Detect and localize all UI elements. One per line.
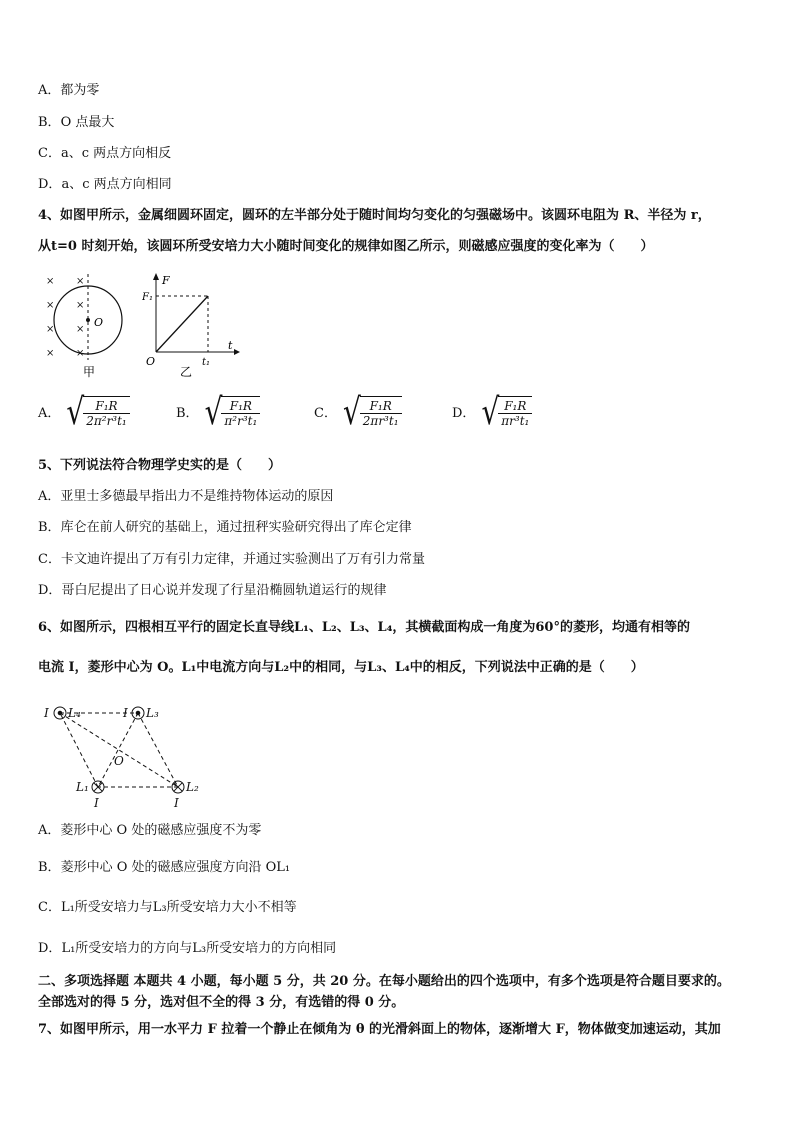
x-arrow <box>234 349 240 355</box>
q4-option-d: D． √ $\frac{\text{F₁R}}{\text{πr³t₁}}$ <box>452 395 532 428</box>
field-mark: × <box>46 348 55 359</box>
origin-label: O <box>146 355 156 368</box>
section2-heading-line1: 二、多项选择题 本题共 4 小题，每小题 5 分，共 20 分。在每小题给出的四个选项中，有多个选项是符合题目要求的。 <box>38 974 730 989</box>
diagonal-l4-l2 <box>60 713 178 787</box>
wire-label-l4: L₄ <box>68 706 81 720</box>
wire-label-l2: L₂ <box>186 780 199 794</box>
edge-l3-l2 <box>138 713 178 787</box>
q5-option-c: C．卡文迪许提出了万有引力定律，并通过实验测出了万有引力常量 <box>38 552 425 567</box>
y-axis-label: F <box>162 274 170 287</box>
wire-label-l3: L₃ <box>146 706 159 720</box>
field-mark: × <box>76 300 85 311</box>
center-label-o: O <box>114 754 124 768</box>
wire-l1 <box>92 781 104 793</box>
q6-stem-line1: 6、如图所示，四根相互平行的固定长直导线L₁、L₂、L₃、L₄，其横截面构成一角度为60°的菱形，均通有相等的 <box>38 620 690 635</box>
ring-center-label: O <box>94 316 104 329</box>
field-mark: × <box>76 324 85 335</box>
q5-option-d: D．哥白尼提出了日心说并发现了行星沿椭圆轨道运行的规律 <box>38 583 387 598</box>
q3-option-d: D．a、c 两点方向相同 <box>38 177 172 192</box>
q6-figure-rhombus <box>38 695 218 815</box>
current-label-l4: I <box>44 706 49 720</box>
field-mark: × <box>46 324 55 335</box>
q5-stem: 5、下列说法符合物理学史实的是（ ） <box>38 458 282 473</box>
diagonal-l3-l1 <box>98 713 138 787</box>
q4-option-c: C． √ $\frac{\text{F₁R}}{\text{2πr³t₁}}$ <box>314 395 402 428</box>
q7-stem-line1: 7、如图甲所示，用一水平力 F 拉着一个静止在倾角为 θ 的光滑斜面上的物体，逐渐增大 F，物体做变加速运动，其加 <box>38 1022 721 1037</box>
current-label-l1: I <box>94 796 99 810</box>
q3-option-a: A．都为零 <box>38 83 100 98</box>
q4-option-a: A． √ $\frac{\text{F₁R}}{\text{2π²r³t₁}}$ <box>38 395 130 428</box>
q6-option-c: C．L₁所受安培力与L₃所受安培力大小不相等 <box>38 900 297 915</box>
q6-stem-line2: 电流 I，菱形中心为 O。L₁中电流方向与L₂中的相同，与L₃、L₄中的相反，下列说法中正确的是（ ） <box>38 660 644 675</box>
q6-option-b: B．菱形中心 O 处的磁感应强度方向沿 OL₁ <box>38 860 291 875</box>
q4-figure-graph <box>142 272 242 380</box>
wire-label-l1: L₁ <box>76 780 89 794</box>
q3-option-c: C．a、c 两点方向相反 <box>38 146 172 161</box>
q3-option-b: B．O 点最大 <box>38 115 115 130</box>
q4-option-b: B． √ $\frac{\text{F₁R}}{\text{π²r³t₁}}$ <box>176 395 260 428</box>
q4-stem-line1: 4、如图甲所示，金属细圆环固定，圆环的左半部分处于随时间均匀变化的匀强磁场中。该圆环电阻为 R、半径为 r， <box>38 208 711 223</box>
x-axis-label: t <box>228 339 233 352</box>
section2-heading-line2: 全部选对的得 5 分，选对但不全的得 3 分，有选错的得 0 分。 <box>38 995 405 1010</box>
wire-l4 <box>54 707 66 719</box>
q6-option-d: D．L₁所受安培力的方向与L₃所受安培力的方向相同 <box>38 941 337 956</box>
field-mark: × <box>46 300 55 311</box>
q6-option-a: A．菱形中心 O 处的磁感应强度不为零 <box>38 823 262 838</box>
force-line <box>156 296 208 352</box>
current-label-l2: I <box>174 796 179 810</box>
y-arrow <box>153 273 159 280</box>
q4-figure-ring <box>38 268 138 380</box>
y-tick-label: F₁ <box>142 292 153 303</box>
edge-l1-l4 <box>60 713 98 787</box>
q5-option-a: A．亚里士多德最早指出力不是维持物体运动的原因 <box>38 489 334 504</box>
field-mark: × <box>46 276 55 287</box>
figure-caption-yi: 乙 <box>180 365 193 379</box>
q5-option-b: B．库仑在前人研究的基础上，通过扭秤实验研究得出了库仑定律 <box>38 520 412 535</box>
figure-caption-jia: 甲 <box>83 365 96 379</box>
current-label-l3: I <box>123 706 128 720</box>
q4-stem-line2: 从t=0 时刻开始，该圆环所受安培力大小随时间变化的规律如图乙所示，则磁感应强度的变化率为（ ） <box>38 239 654 254</box>
ring-center-dot <box>86 318 90 322</box>
x-tick-label: t₁ <box>202 357 211 368</box>
field-mark: × <box>76 276 85 287</box>
field-mark: × <box>76 348 85 359</box>
wire-l2 <box>172 781 184 793</box>
